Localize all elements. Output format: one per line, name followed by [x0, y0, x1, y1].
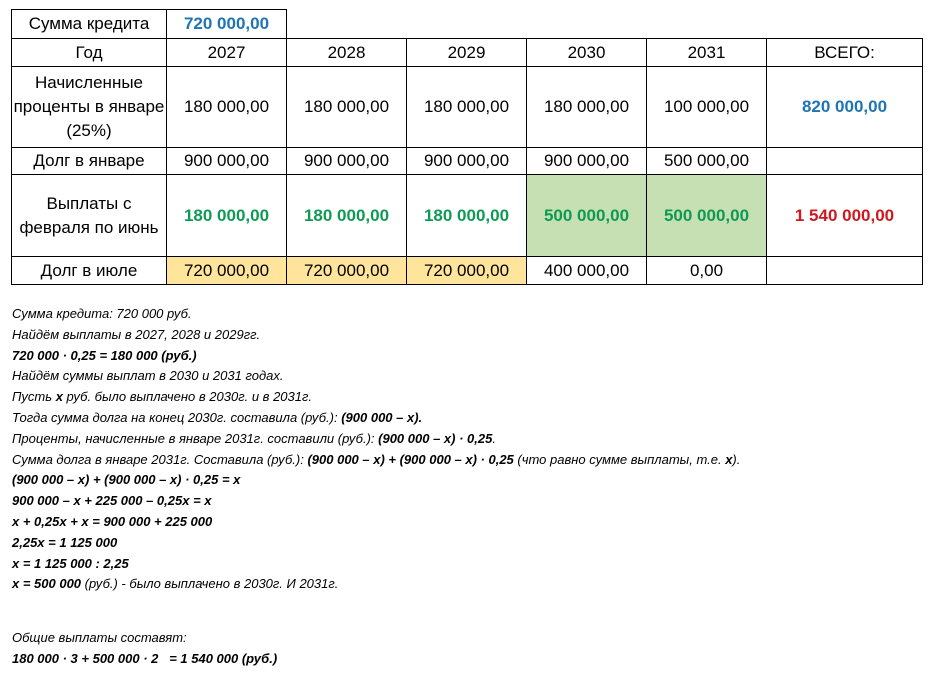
solution-line [12, 574, 922, 595]
text-fragment: Сумма долга в январе 2031г. Составила (руб.): [12, 451, 308, 467]
debt-july-total [766, 256, 923, 285]
formula-fragment: x = 500 000 [12, 576, 82, 592]
debt-july-2029: 720 000,00 [406, 256, 527, 285]
payment-cell-2029: 180 000,00 [406, 174, 527, 257]
solution-formula: x = 1 125 000 : 2,25 [12, 555, 129, 571]
debt-july-2030: 400 000,00 [526, 256, 647, 285]
debt-january-total [766, 147, 923, 175]
interest-cell-2031: 100 000,00 [646, 66, 767, 148]
solution-text [12, 304, 922, 670]
formula-fragment: (900 000 – x). [341, 409, 423, 425]
loan-amount-label: Сумма кредита [11, 9, 167, 39]
solution-line: Найдём суммы выплат в 2030 и 2031 годах. [12, 368, 284, 384]
text-fragment: ). [732, 451, 741, 467]
solution-line: Сумма кредита: 720 000 руб. [12, 306, 192, 321]
year-header-2030: 2030 [526, 38, 647, 67]
year-header-2027: 2027 [166, 38, 287, 67]
interest-cell-2027: 180 000,00 [166, 66, 287, 148]
debt-january-2030: 900 000,00 [526, 147, 647, 175]
formula-fragment: (900 000 – x) + (900 000 – x) · 0,25 [307, 451, 514, 467]
debt-january-2029: 900 000,00 [406, 147, 527, 175]
text-fragment: . [492, 430, 496, 446]
debt-july-2027: 720 000,00 [166, 256, 287, 285]
payments-row-label: Выплаты с февраля по июнь [11, 174, 167, 257]
payment-cell-2027: 180 000,00 [166, 174, 287, 257]
variable-x: x [725, 451, 733, 467]
solution-formula: (900 000 – x) + (900 000 – x) · 0,25 = x [12, 472, 241, 488]
solution-formula: 180 000 · 3 + 500 000 · 2 = 1 540 000 (руб.) [12, 650, 278, 666]
debt-january-2031: 500 000,00 [646, 147, 767, 175]
solution-line [12, 408, 922, 429]
solution-line: Общие выплаты составят: [12, 630, 187, 646]
text-fragment: Проценты, начисленные в январе 2031г. составили (руб.): [12, 430, 379, 446]
solution-line: Найдём выплаты в 2027, 2028 и 2029гг. [12, 326, 261, 342]
text-fragment: Пусть [12, 389, 56, 405]
debt-january-label: Долг в январе [11, 147, 167, 175]
interest-row-label: Начисленные проценты в январе (25%) [11, 66, 167, 148]
debt-july-2028: 720 000,00 [286, 256, 407, 285]
debt-july-label: Долг в июле [11, 256, 167, 285]
variable-x: x [55, 389, 63, 405]
year-header-2031: 2031 [646, 38, 767, 67]
solution-line [12, 450, 922, 471]
solution-line [12, 429, 922, 450]
year-header-label: Год [11, 38, 167, 67]
payment-cell-2031: 500 000,00 [646, 174, 767, 257]
solution-line [12, 387, 922, 408]
payment-cell-2030: 500 000,00 [526, 174, 647, 257]
solution-formula: 2,25x = 1 125 000 [12, 534, 118, 550]
interest-total: 820 000,00 [766, 66, 923, 148]
total-header: ВСЕГО: [766, 38, 923, 67]
year-header-2029: 2029 [406, 38, 527, 67]
payment-cell-2028: 180 000,00 [286, 174, 407, 257]
debt-january-2027: 900 000,00 [166, 147, 287, 175]
text-fragment: (руб.) - было выплачено в 2030г. И 2031г. [81, 576, 339, 592]
solution-formula: 720 000 · 0,25 = 180 000 (руб.) [12, 347, 197, 363]
debt-january-2028: 900 000,00 [286, 147, 407, 175]
interest-cell-2030: 180 000,00 [526, 66, 647, 148]
formula-fragment: (900 000 – x) · 0,25 [378, 430, 493, 446]
solution-formula: 900 000 – x + 225 000 – 0,25x = x [12, 493, 212, 509]
payments-total: 1 540 000,00 [766, 174, 923, 257]
interest-cell-2029: 180 000,00 [406, 66, 527, 148]
text-fragment: Тогда сумма долга на конец 2030г. составила (руб.): [12, 409, 342, 425]
text-fragment: руб. было выплачено в 2030г. и в 2031г. [62, 389, 313, 405]
debt-july-2031: 0,00 [646, 256, 767, 285]
solution-formula: x + 0,25x + x = 900 000 + 225 000 [12, 513, 213, 529]
interest-cell-2028: 180 000,00 [286, 66, 407, 148]
loan-amount-value: 720 000,00 [166, 9, 287, 39]
spacer [12, 595, 922, 628]
year-header-2028: 2028 [286, 38, 407, 67]
text-fragment: (что равно сумме выплаты, т.е. [513, 451, 726, 467]
